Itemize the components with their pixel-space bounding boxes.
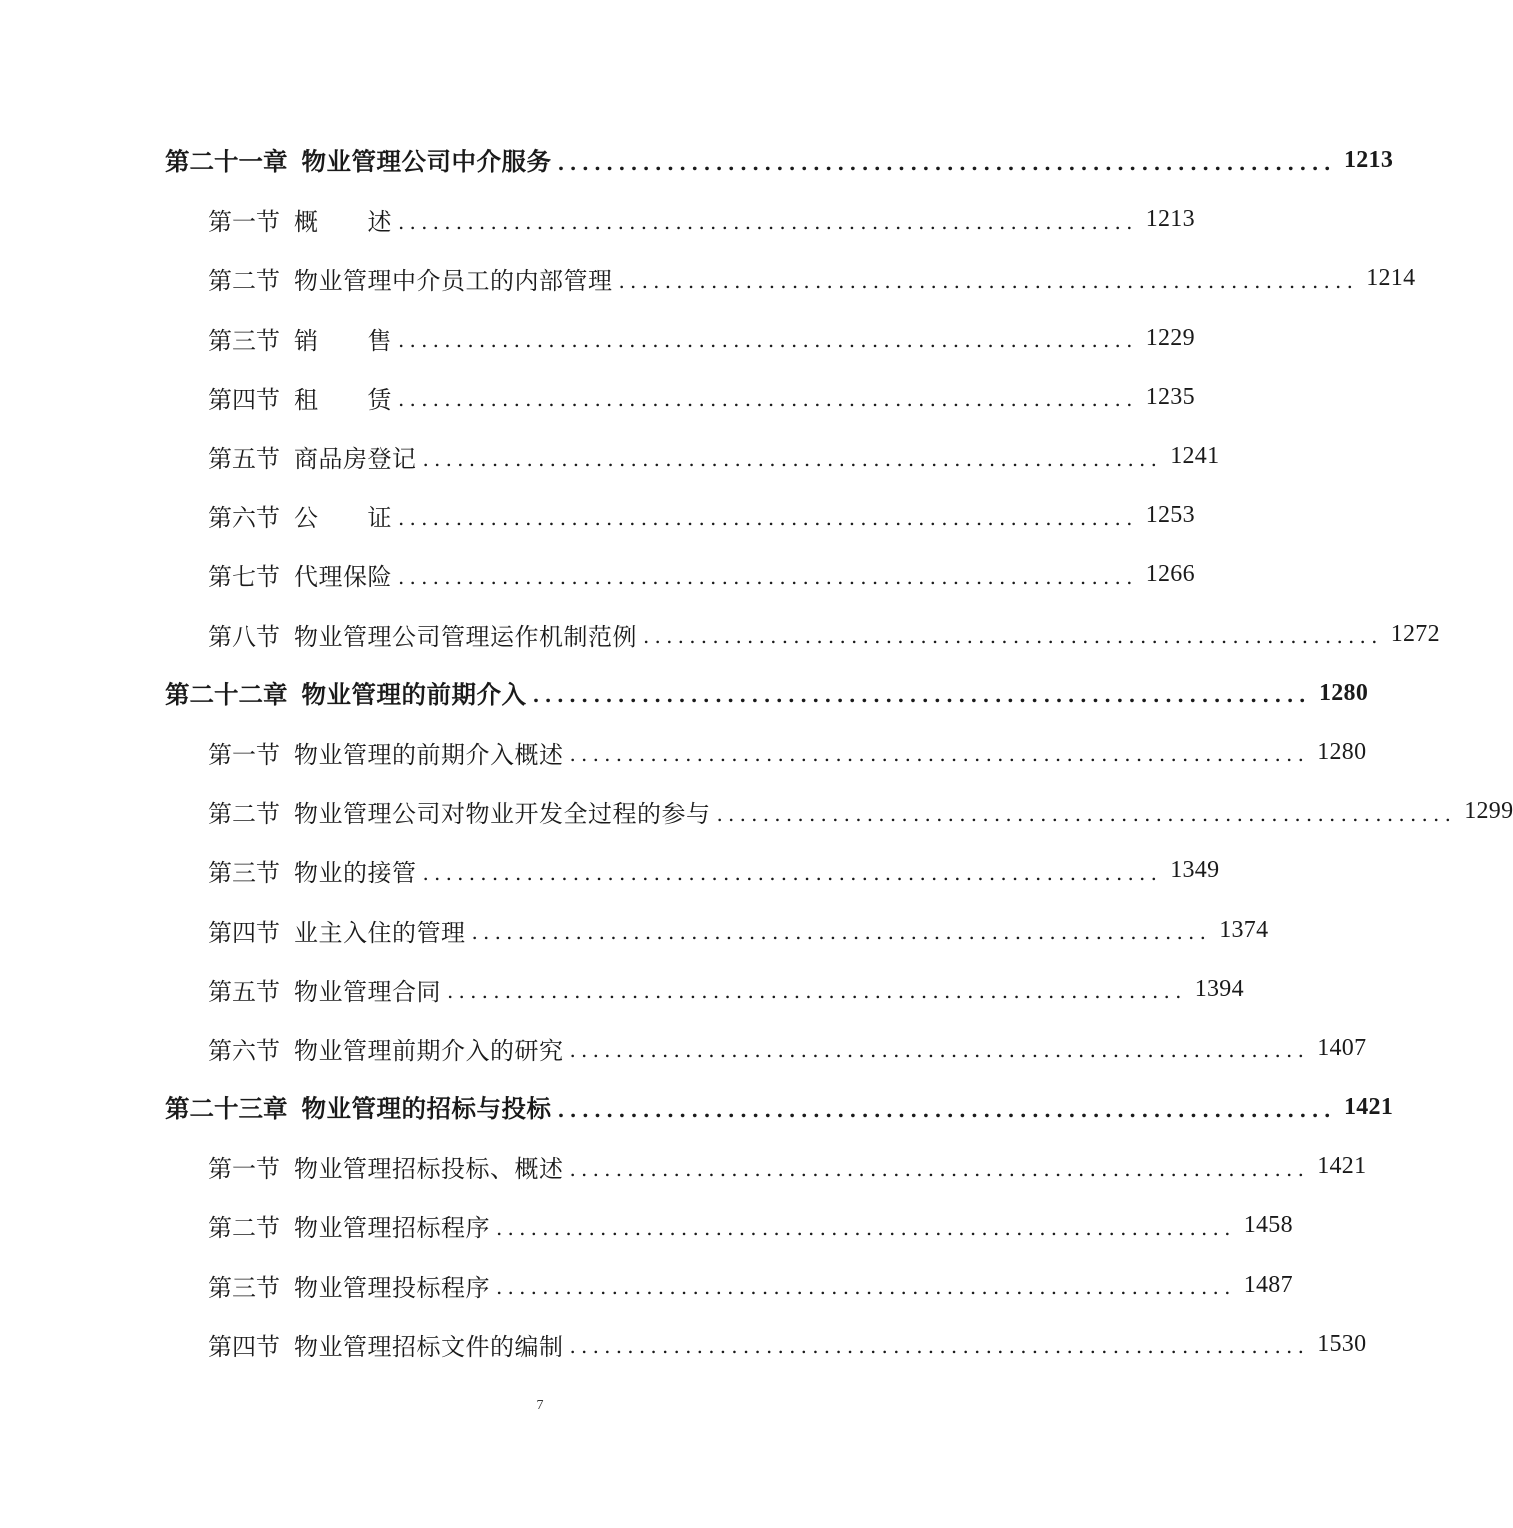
dot-leader: ................................................................ — [496, 1275, 1236, 1300]
toc-section-entry[interactable] — [0, 427, 1220, 486]
entry-number: 第四节 — [208, 1332, 280, 1361]
toc-chapter-entry[interactable] — [0, 664, 1369, 723]
entry-page-number: 1213 — [1343, 147, 1394, 174]
entry-page-number: 1280 — [1317, 738, 1367, 765]
dot-leader: ................................................................ — [398, 505, 1138, 530]
dot-leader: ................................................................ — [569, 1038, 1310, 1063]
entry-number: 第三节 — [208, 1273, 280, 1302]
entry-number: 第二节 — [208, 800, 280, 829]
entry-title: 物业管理前期介入的研究 — [294, 1036, 564, 1065]
entry-number: 第二十三章 — [165, 1094, 288, 1124]
toc-section-entry[interactable] — [0, 1315, 1367, 1374]
toc-section-entry[interactable] — [0, 545, 1195, 604]
dot-leader: ................................................................ — [618, 268, 1359, 293]
entry-title: 物业管理合同 — [294, 977, 441, 1006]
entry-page-number: 1530 — [1317, 1330, 1367, 1357]
page-number: 7 — [536, 1398, 544, 1413]
entry-title: 商品房登记 — [294, 445, 417, 474]
entry-number: 第七节 — [208, 563, 280, 592]
entry-page-number: 1421 — [1317, 1153, 1367, 1180]
entry-number: 第六节 — [208, 504, 280, 533]
entry-title: 销 售 — [294, 326, 392, 355]
entry-number: 第三节 — [208, 326, 280, 355]
toc-section-entry[interactable] — [0, 605, 1440, 664]
entry-title: 代理保险 — [294, 563, 392, 592]
dot-leader: ................................................................ — [398, 209, 1138, 234]
entry-page-number: 1458 — [1243, 1212, 1293, 1239]
dot-leader: ................................................................ — [716, 801, 1457, 826]
entry-title: 物业的接管 — [294, 859, 417, 888]
entry-page-number: 1299 — [1464, 798, 1513, 825]
entry-page-number: 1421 — [1343, 1094, 1394, 1121]
toc-section-entry[interactable] — [0, 723, 1367, 782]
toc-section-entry[interactable] — [0, 190, 1195, 249]
entry-number: 第四节 — [208, 918, 280, 947]
entry-page-number: 1280 — [1318, 679, 1369, 706]
entry-title: 物业管理的招标与投标 — [301, 1094, 552, 1124]
entry-title: 物业管理招标程序 — [294, 1214, 490, 1243]
entry-number: 第三节 — [208, 859, 280, 888]
toc-section-entry[interactable] — [0, 1019, 1367, 1078]
entry-number: 第四节 — [208, 385, 280, 414]
dot-leader: ................................................................ — [569, 1334, 1310, 1359]
entry-title: 物业管理的前期介入概述 — [294, 740, 564, 769]
toc-section-entry[interactable] — [0, 960, 1244, 1019]
dot-leader: ................................................................ — [398, 564, 1138, 589]
toc-section-entry[interactable] — [0, 309, 1195, 368]
entry-title: 物业管理招标文件的编制 — [294, 1332, 564, 1361]
entry-page-number: 1235 — [1145, 383, 1195, 410]
dot-leader: ................................................................ — [569, 742, 1310, 767]
entry-number: 第六节 — [208, 1036, 280, 1065]
entry-page-number: 1407 — [1317, 1034, 1367, 1061]
entry-page-number: 1374 — [1219, 916, 1269, 943]
entry-number: 第二节 — [208, 1214, 280, 1243]
entry-page-number: 1214 — [1366, 265, 1416, 292]
dot-leader: ................................................................ — [557, 150, 1336, 175]
dot-leader: ................................................................ — [422, 860, 1163, 885]
entry-page-number: 1229 — [1145, 324, 1195, 351]
toc-section-entry[interactable] — [0, 1256, 1293, 1315]
entry-title: 公 证 — [294, 504, 392, 533]
toc-section-entry[interactable] — [0, 1137, 1367, 1196]
toc-chapter-entry[interactable] — [0, 1078, 1394, 1137]
entry-number: 第五节 — [208, 977, 280, 1006]
dot-leader: ................................................................ — [643, 624, 1383, 649]
entry-title: 物业管理的前期介入 — [301, 679, 527, 709]
toc-section-entry[interactable] — [0, 486, 1195, 545]
entry-title: 物业管理公司中介服务 — [301, 147, 552, 177]
toc-section-entry[interactable] — [0, 900, 1269, 959]
entry-title: 租 赁 — [294, 385, 392, 414]
entry-number: 第二节 — [208, 267, 280, 296]
entry-page-number: 1349 — [1170, 857, 1220, 884]
dot-leader: ................................................................ — [496, 1215, 1236, 1240]
entry-page-number: 1266 — [1145, 561, 1195, 588]
entry-number: 第一节 — [208, 1155, 280, 1184]
dot-leader: ................................................................ — [422, 446, 1163, 471]
dot-leader: ................................................................ — [569, 1156, 1310, 1181]
entry-number: 第一节 — [208, 740, 280, 769]
entry-number: 第二十二章 — [165, 679, 288, 709]
entry-title: 概 述 — [294, 208, 392, 237]
toc-section-entry[interactable] — [0, 368, 1195, 427]
entry-page-number: 1253 — [1145, 502, 1195, 529]
dot-leader: ................................................................ — [532, 683, 1311, 708]
toc-section-entry[interactable] — [0, 782, 1513, 841]
entry-number: 第一节 — [208, 208, 280, 237]
dot-leader: ................................................................ — [398, 387, 1138, 412]
entry-title: 业主入住的管理 — [294, 918, 466, 947]
entry-title: 物业管理公司对物业开发全过程的参与 — [294, 800, 711, 829]
toc-chapter-entry[interactable] — [0, 131, 1394, 190]
table-of-contents — [0, 131, 1513, 1374]
entry-title: 物业管理公司管理运作机制范例 — [294, 622, 637, 651]
entry-number: 第五节 — [208, 445, 280, 474]
dot-leader: ................................................................ — [398, 328, 1138, 353]
entry-number: 第八节 — [208, 622, 280, 651]
dot-leader: ................................................................ — [471, 920, 1212, 945]
entry-number: 第二十一章 — [165, 147, 288, 177]
entry-title: 物业管理中介员工的内部管理 — [294, 267, 613, 296]
toc-section-entry[interactable] — [0, 1196, 1293, 1255]
entry-title: 物业管理招标投标、概述 — [294, 1155, 564, 1184]
toc-section-entry[interactable] — [0, 841, 1220, 900]
toc-section-entry[interactable] — [0, 249, 1416, 308]
dot-leader: ................................................................ — [557, 1097, 1336, 1122]
entry-page-number: 1487 — [1243, 1271, 1293, 1298]
entry-title: 物业管理投标程序 — [294, 1273, 490, 1302]
entry-page-number: 1394 — [1194, 975, 1244, 1002]
dot-leader: ................................................................ — [447, 979, 1187, 1004]
entry-page-number: 1241 — [1170, 443, 1220, 470]
entry-page-number: 1213 — [1145, 206, 1195, 233]
entry-page-number: 1272 — [1390, 620, 1440, 647]
